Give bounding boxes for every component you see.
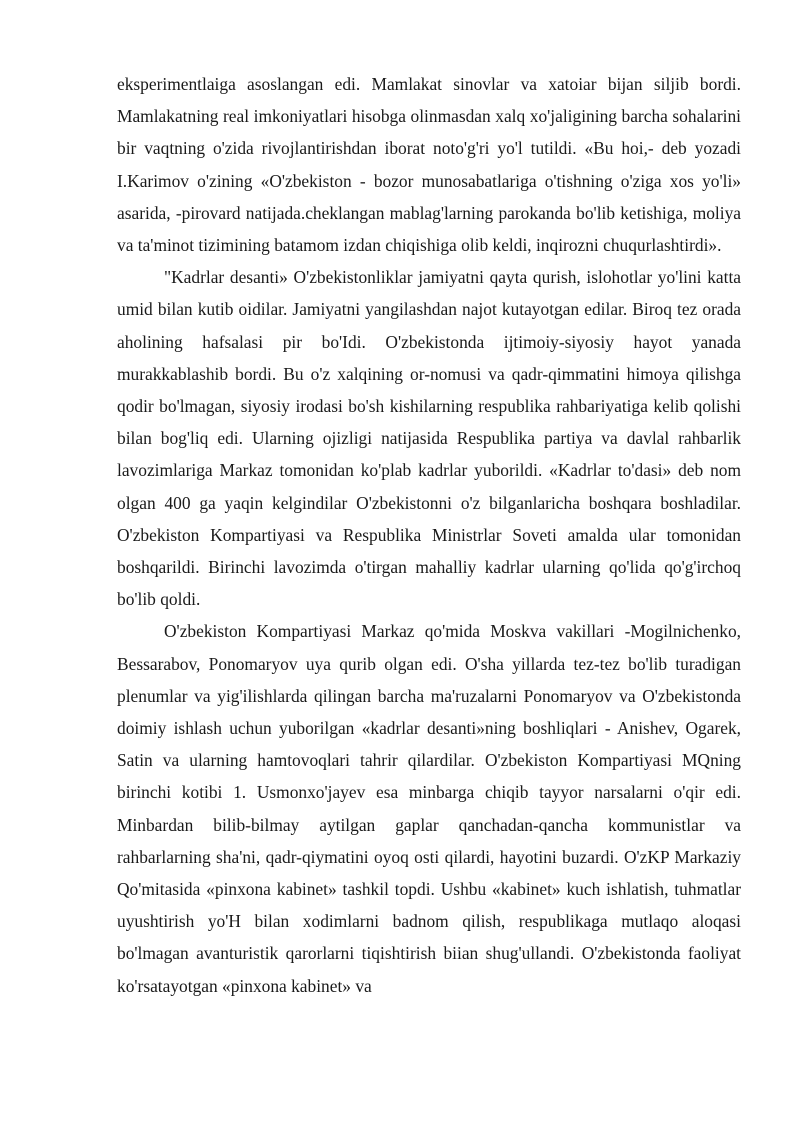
paragraph-cadre-landing: "Kadrlar desanti» O'zbekistonliklar jamiyatni qayta qurish, islohotlar yo'lini katta umid bilan kutib oidilar. Jamiyatni yangilashdan najot kutayotgan edilar. Biroq tez orada aholining hafsalasi pir bo'Idi. O'zbekistonda ijtimoiy-siyosiy hayot yanada murakkablashib bordi. Bu o'z xalqining or-nomusi va qadr-qimmatini himoya qilishga qodir bo'lmagan, siyosiy irodasi bo'sh kishilarning respublika rahbariyatiga kelib qolishi bilan bog'liq edi. Ularning ojizligi natijasida Respublika partiya va davlal rahbarlik lavozimlariga Markaz tomonidan ko'plab kadrlar yuborildi. «Kadrlar to'dasi» deb nom olgan 400 ga yaqin kelgindilar O'zbekistonni o'z bilganlaricha boshqara boshladilar. O'zbekiston Kompartiyasi va Respublika Ministrlar Soveti amalda ular tomonidan boshqarildi. Birinchi lavozimda o'tirgan mahalliy kadrlar ularning qo'lida qo'g'irchoq bo'lib qoldi. <box>117 267 741 610</box>
paragraph-economy-crisis: eksperimentlaiga asoslangan edi. Mamlakat sinovlar va xatoiar bijan siljib bordi. Mamlakatning real imkoniyatlari hisobga olinmasdan xalq xo'jaligining barcha sohalarini bir vaqtning o'zida rivojlantirishdan iborat noto'g'ri yo'l tutildi. «Bu hoi,- deb yozadi I.Karimov o'zining «O'zbekiston - bozor munosabatlariga o'tishning o'ziga xos yo'li» asarida, -pirovard natijada.cheklangan mablag'larning parokanda bo'lib ketishiga, moliya va ta'minot tizimining batamom izdan chiqishiga olib keldi, inqirozni chuqurlashtirdi». <box>117 74 741 256</box>
document-body <box>117 68 741 1002</box>
paragraph-moscow-representatives: O'zbekiston Kompartiyasi Markaz qo'mida Moskva vakillari -Mogilnichenko, Bessarabov, Ponomaryov uya qurib olgan edi. O'sha yillarda tez-tez bo'lib turadigan plenumlar va yig'ilishlarda qilingan barcha ma'ruzalarni Ponomaryov va O'zbekistonda doimiy ishlash uchun yuborilgan «kadrlar desanti»ning boshliqlari - Anishev, Ogarek, Satin va ularning hamtovoqlari tahrir qilardilar. O'zbekiston Kompartiyasi MQning birinchi kotibi 1. Usmonxo'jayev esa minbarga chiqib tayyor narsalarni o'qir edi. Minbardan bilib-bilmay aytilgan gaplar qanchadan-qancha kommunistlar va rahbarlarning sha'ni, qadr-qiymatini oyoq osti qilardi, hayotini buzardi. O'zKP Markaziy Qo'mitasida «pinxona kabinet» tashkil topdi. Ushbu «kabinet» kuch ishlatish, tuhmatlar uyushtirish yo'H bilan xodimlarni badnom qilish, respublikaga mutlaqo aloqasi bo'lmagan avanturistik qarorlarni tiqishtirish biian shug'ullandi. O'zbekistonda faoliyat ko'rsatayotgan «pinxona kabinet» va <box>117 621 741 996</box>
